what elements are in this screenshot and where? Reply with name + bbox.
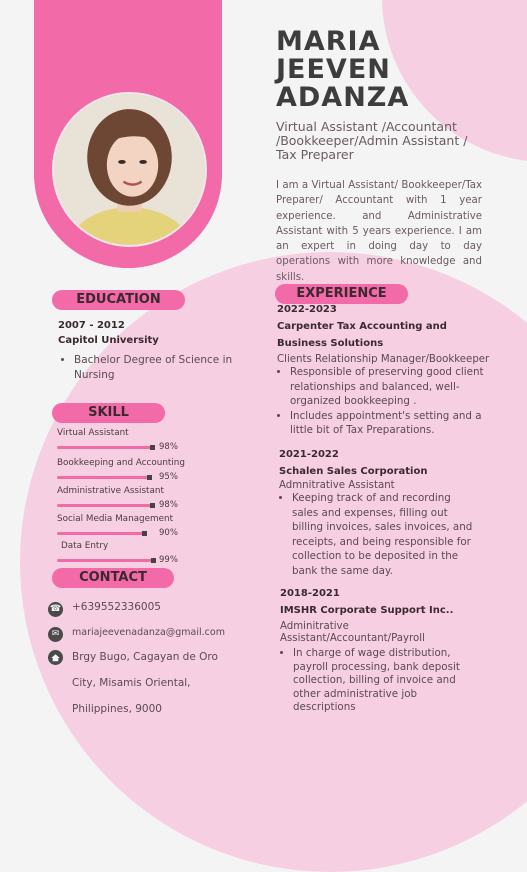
middle-name: JEEVEN [276,54,391,85]
education-years: 2007 - 2012 [58,320,125,331]
skill-bar-end [150,503,155,508]
skill-percent: 98% [159,442,178,452]
job-company-line2: Business Solutions [277,338,384,349]
contact-address-line1: Brgy Bugo, Cagayan de Oro [72,651,218,663]
first-name: MARIA [276,26,381,57]
skill-label: Virtual Assistant [57,428,129,438]
job-years: 2022-2023 [277,304,337,315]
skill-bar [57,504,152,507]
skill-bar [57,532,144,535]
skill-bar [57,476,149,479]
job-bullet: • Responsible of preserving good client relationships and balanced, well-organized bookkeeping . [290,365,502,409]
last-name: ADANZA [276,82,410,113]
job-title: Virtual Assistant /Accountant /Bookkeeper/Admin Assistant / Tax Preparer [276,119,468,162]
job-bullet: • Keeping track of and recording sales and expenses, filling out billing invoices, sales invoices, and receipts, and being responsible for collection to be deposited in the bank the same day. [292,491,479,578]
experience-job-1 [277,304,502,438]
education-degree-list [60,353,234,383]
job-years: 2018-2021 [280,588,340,599]
summary-text: I am a Virtual Assistant/ Bookkeeper/Tax Preparer/ Accountant with 1 year experience. and Administrative Assistant with 5 years experience. I am an expert in doing day to day operations with more knowledge and skills. [276,180,482,283]
job-company: Schalen Sales Corporation [279,466,428,477]
job-role: Adminitrative Assistant/Accountant/Payroll [280,621,425,644]
experience-job-3 [280,588,475,715]
job-bullets [277,365,502,438]
skill-bar-end [147,475,152,480]
phone-icon: ☎ [48,602,63,617]
skill-label: Data Entry [61,541,109,551]
job-company: Carpenter Tax Accounting and [277,321,447,332]
job-role: Admnitrative Assistant [279,480,395,491]
skill-label: Social Media Management [57,514,174,524]
skill-percent: 90% [159,528,178,538]
education-heading: EDUCATION [52,290,185,310]
skill-percent: 95% [159,472,178,482]
education-school: Capitol University [58,335,159,346]
job-company: IMSHR Corporate Support Inc.. [280,605,454,616]
job-role: Clients Relationship Manager/Bookkeeper [277,354,490,365]
job-bullet: • In charge of wage distribution, payroll processing, bank deposit collection, billing of invoice and other administrative job descriptions [293,647,475,715]
skill-bar-end [150,445,155,450]
contact-address-line2: City, Misamis Oriental, [72,677,191,689]
job-years: 2021-2022 [279,449,339,460]
job-bullets [280,647,475,715]
home-icon [48,650,63,665]
job-bullets [279,491,479,578]
skill-bar [57,559,153,562]
skill-bar-end [151,558,156,563]
email-icon: ✉ [48,627,63,642]
contact-heading: CONTACT [52,568,174,588]
name-block [276,28,409,112]
skill-percent: 99% [159,555,178,565]
job-bullet: • Includes appointment's setting and a little bit of Tax Preparations. [290,409,502,438]
experience-heading: EXPERIENCE [275,284,408,304]
education-degree: • Bachelor Degree of Science in Nursing [74,353,234,383]
skill-label: Administrative Assistant [57,486,164,496]
skill-bar-end [142,531,147,536]
contact-email: mariajeevenadanza@gmail.com [72,627,225,638]
skill-label: Bookkeeping and Accounting [57,458,185,468]
experience-job-2 [279,449,479,578]
contact-address-line3: Philippines, 9000 [72,703,162,715]
contact-phone: +639552336005 [72,601,161,613]
skill-percent: 98% [159,500,178,510]
profile-photo [52,92,207,247]
skill-bar [57,446,152,449]
skill-heading: SKILL [52,403,165,423]
